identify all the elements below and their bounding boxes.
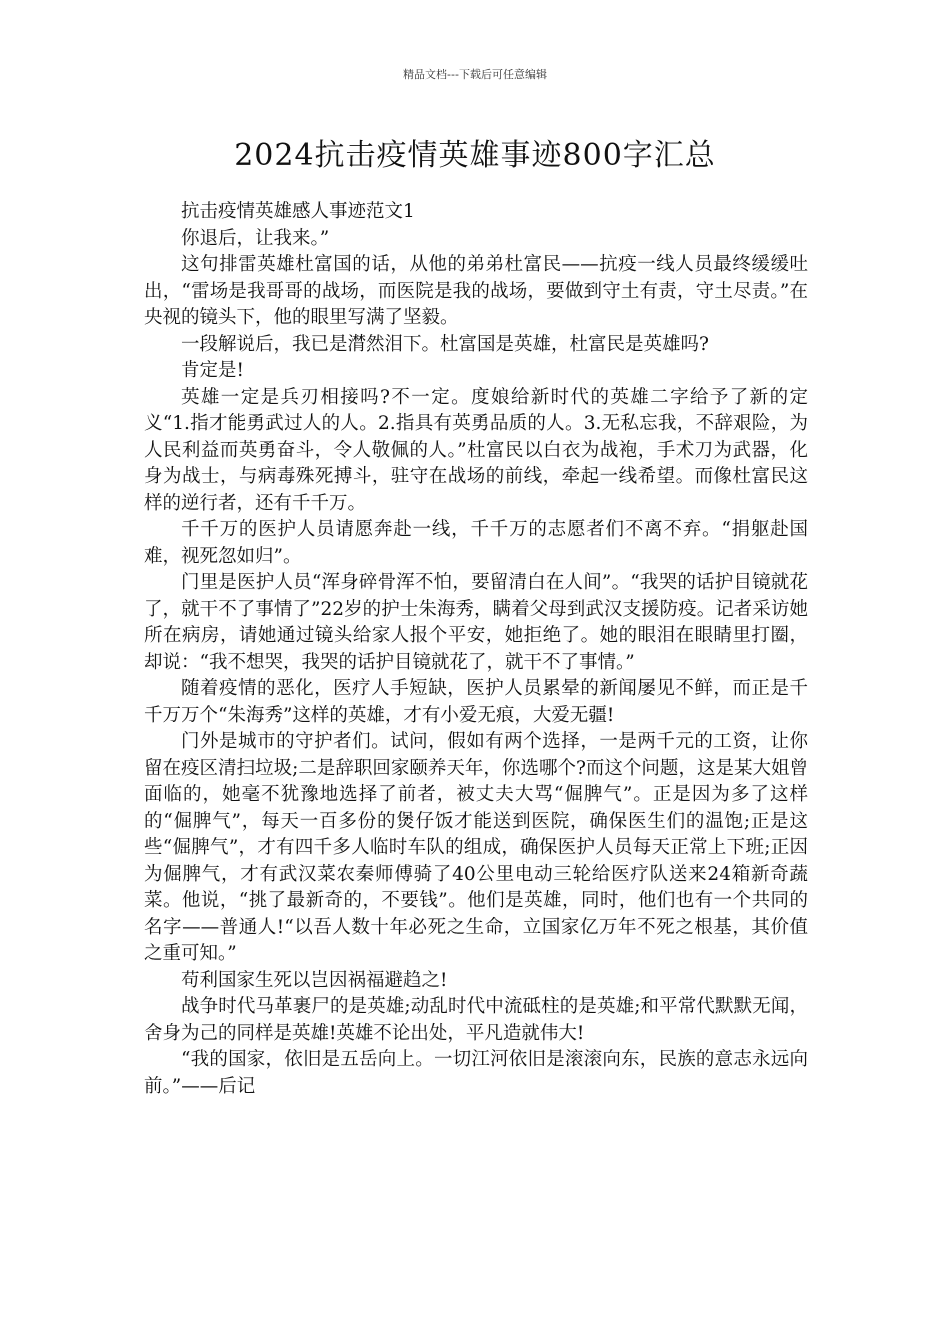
paragraph: 这句排雷英雄杜富国的话，从他的弟弟杜富民——抗疫一线人员最终缓缓吐出，“雷场是我哥哥的战场，而医院是我的战场，要做到守土有责，守土尽责。”在央视的镜头下，他的眼里写满了坚毅。: [144, 254, 808, 328]
paragraph: 随着疫情的恶化，医疗人手短缺，医护人员累晕的新闻屡见不鲜，而正是千千万万个“朱海秀”这样的英雄，才有小爱无痕，大爱无疆!: [144, 678, 808, 726]
paragraph: 肯定是!: [181, 360, 244, 381]
paragraph: 你退后，让我来。”: [181, 227, 330, 249]
paragraph-section-heading: 抗击疫情英雄感人事迹范文1: [181, 201, 415, 222]
document-body: [144, 199, 808, 1100]
paragraph: 战争时代马革裹尸的是英雄;动乱时代中流砥柱的是英雄;和平常代默默无闻，舍身为己的同样是英雄!英雄不论出处，平凡造就伟大!: [144, 996, 808, 1044]
paragraph: 苟利国家生死以岂因祸福避趋之!: [181, 969, 448, 991]
paragraph: 英雄一定是兵刃相接吗?不一定。度娘给新时代的英雄二字给予了新的定义“1.指才能勇武过人的人。2.指具有英勇品质的人。3.无私忘我，不辞艰险，为人民利益而英勇奋斗，令人敬佩的人。”杜富民以白衣为战袍，手术刀为武器，化身为战士，与病毒殊死搏斗，驻守在战场的前线，牵起一线希望。而像杜富民这样的逆行者，还有千千万。: [144, 386, 808, 514]
paragraph: 千千万的医护人员请愿奔赴一线，千千万的志愿者们不离不弃。“捐躯赴国难，视死忽如归”。: [144, 519, 808, 567]
paragraph: 门外是城市的守护者们。试问，假如有两个选择，一是两千元的工资，让你留在疫区清扫垃圾;二是辞职回家颐养天年，你选哪个?而这个问题，这是某大姐曾面临的，她毫不犹豫地选择了前者，被丈夫大骂“倔脾气”。正是因为多了这样的“倔脾气”，每天一百多份的煲仔饭才能送到医院，确保医生们的温饱;正是这些“倔脾气”，才有四千多人临时车队的组成，确保医护人员每天正常上下班;正因为倔脾气，才有武汉菜农秦师傅骑了40公里电动三轮给医疗队送来24箱新奇蔬菜。他说，“挑了最新奇的，不要钱”。他们是英雄，同时，他们也有一个共同的名字——普通人!“以吾人数十年必死之生命，立国家亿万年不死之根基，其价值之重可知。”: [144, 731, 808, 964]
paragraph-afterword: “我的国家，依旧是五岳向上。一切江河依旧是滚滚向东，民族的意志永远向前。”——后记: [144, 1049, 808, 1097]
paragraph: 一段解说后，我已是潸然泪下。杜富国是英雄，杜富民是英雄吗?: [181, 333, 709, 355]
document-title: 2024抗击疫情英雄事迹800字汇总: [234, 138, 716, 173]
page-header: 精品文档---下载后可任意编辑: [403, 68, 547, 81]
paragraph: 门里是医护人员“浑身碎骨浑不怕，要留清白在人间”。“我哭的话护目镜就花了，就干不了事情了”22岁的护士朱海秀，瞒着父母到武汉支援防疫。记者采访她所在病房，请她通过镜头给家人报个平安，她拒绝了。她的眼泪在眼睛里打圈，却说：“我不想哭，我哭的话护目镜就花了，就干不了事情。”: [144, 572, 808, 673]
